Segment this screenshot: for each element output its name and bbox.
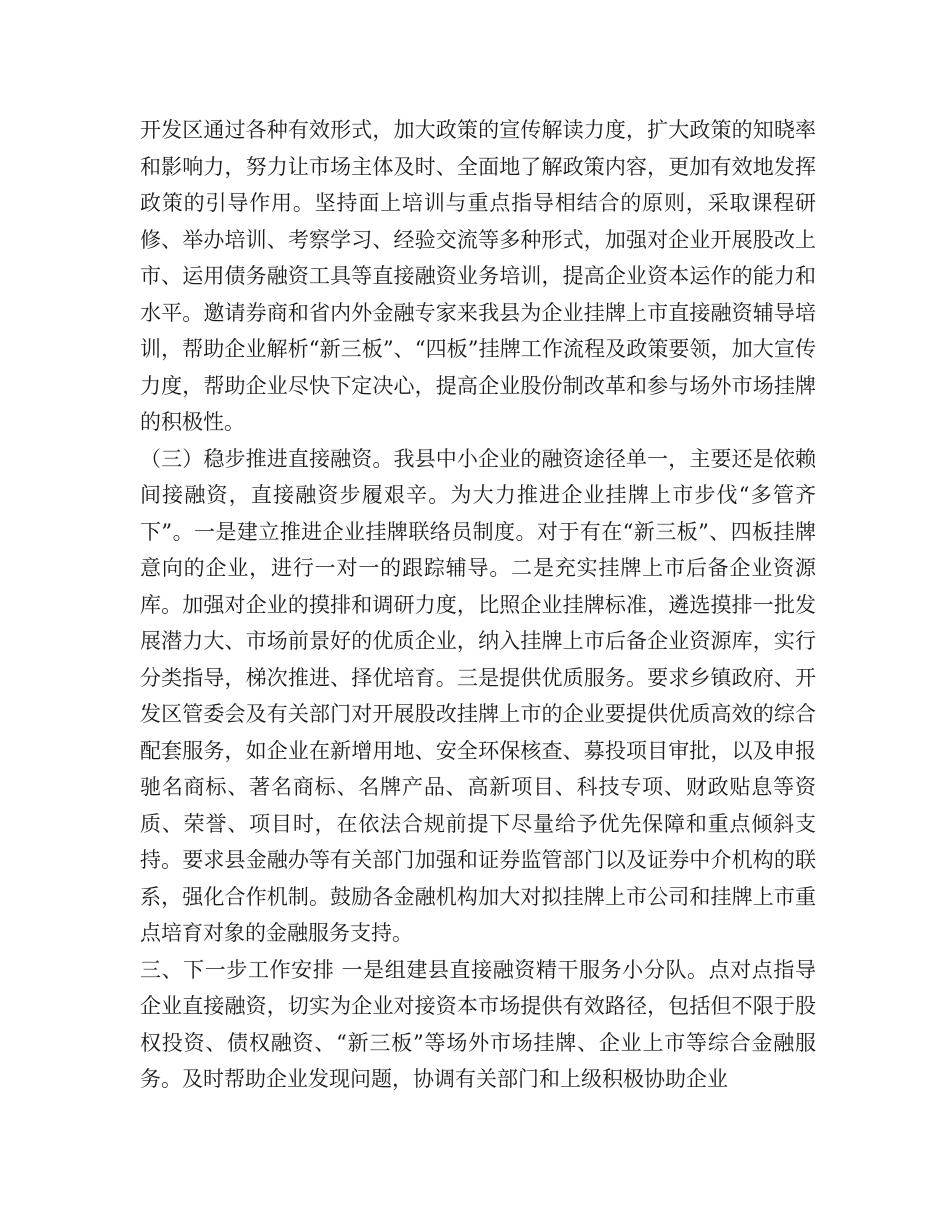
paragraph-policy-promotion: 开发区通过各种有效形式，加大政策的宣传解读力度，扩大政策的知晓率和影响力，努力让市场主体及时、全面地了解政策内容，更加有效地发挥政策的引导作用。坚持面上培训与重点指导相结合的原则，采取课程研修、举办培训、考察学习、经验交流等多种形式，加强对企业开展股改上市、运用债务融资工具等直接融资业务培训，提高企业资本运作的能力和水平。邀请券商和省内外金融专家来我县为企业挂牌上市直接融资辅导培训，帮助企业解析“新三板”、“四板”挂牌工作流程及政策要领，加大宣传力度，帮助企业尽快下定决心，提高企业股份制改革和参与场外市场挂牌的积极性。	[140, 118, 816, 434]
paragraph-next-steps: 三、下一步工作安排 一是组建县直接融资精干服务小分队。点对点指导企业直接融资，切实为企业对接资本市场提供有效路径，包括但不限于股权投资、债权融资、“新三板”等场外市场挂牌、企业上市等综合金融服务。及时帮助企业发现问题，协调有关部门和上级积极协助企业	[140, 957, 816, 1091]
document-body	[140, 112, 816, 1098]
paragraph-direct-financing: （三）稳步推进直接融资。我县中小企业的融资途径单一，主要还是依赖间接融资，直接融资步履艰辛。为大力推进企业挂牌上市步伐“多管齐下”。一是建立推进企业挂牌联络员制度。对于有在“新三板”、四板挂牌意向的企业，进行一对一的跟踪辅导。二是充实挂牌上市后备企业资源库。加强对企业的摸排和调研力度，比照企业挂牌标准，遴选摸排一批发展潜力大、市场前景好的优质企业，纳入挂牌上市后备企业资源库，实行分类指导，梯次推进、择优培育。三是提供优质服务。要求乡镇政府、开发区管委会及有关部门对开展股改挂牌上市的企业要提供优质高效的综合配套服务，如企业在新增用地、安全环保核查、募投项目审批，以及申报驰名商标、著名商标、名牌产品、高新项目、科技专项、财政贴息等资质、荣誉、项目时，在依法合规前提下尽量给予优先保障和重点倾斜支持。要求县金融办等有关部门加强和证券监管部门以及证券中介机构的联系，强化合作机制。鼓励各金融机构加大对拟挂牌上市公司和挂牌上市重点培育对象的金融服务支持。	[140, 446, 816, 945]
